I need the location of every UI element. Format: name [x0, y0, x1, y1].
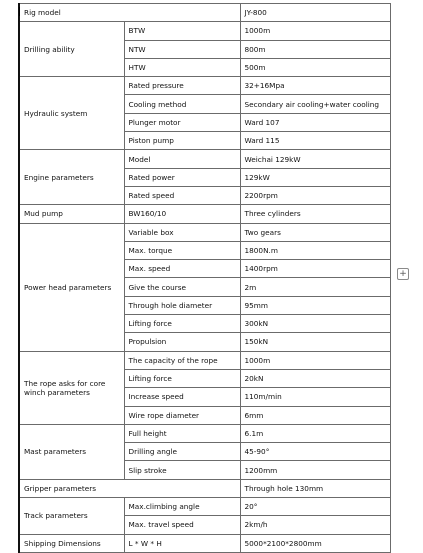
param-value[interactable]: 110m/min — [240, 388, 390, 406]
param-name[interactable]: L * W * H — [124, 534, 240, 552]
param-value[interactable]: 20kN — [240, 369, 390, 387]
spec-row — [19, 351, 390, 369]
spec-table-body — [19, 4, 390, 553]
param-category[interactable]: Mast parameters — [19, 424, 124, 479]
param-name[interactable]: Max.climbing angle — [124, 498, 240, 516]
param-name[interactable]: Plunger motor — [124, 113, 240, 131]
param-value[interactable]: Weichai 129kW — [240, 150, 390, 168]
param-name[interactable]: Drilling angle — [124, 443, 240, 461]
param-category[interactable]: Hydraulic system — [19, 77, 124, 150]
param-name[interactable]: Propulsion — [124, 333, 240, 351]
param-name[interactable]: Piston pump — [124, 132, 240, 150]
param-category[interactable]: Mud pump — [19, 205, 124, 223]
param-value[interactable]: 6.1m — [240, 424, 390, 442]
param-value[interactable]: Ward 107 — [240, 113, 390, 131]
param-value[interactable]: 20° — [240, 498, 390, 516]
param-value[interactable]: 1800N.m — [240, 241, 390, 259]
param-name[interactable]: Cooling method — [124, 95, 240, 113]
param-value[interactable]: JY-800 — [240, 4, 390, 22]
param-name[interactable]: Through hole diameter — [124, 296, 240, 314]
param-name[interactable]: Slip stroke — [124, 461, 240, 479]
spec-row — [19, 424, 390, 442]
param-value[interactable]: Ward 115 — [240, 132, 390, 150]
param-name[interactable]: Max. speed — [124, 260, 240, 278]
spec-row — [19, 77, 390, 95]
param-value[interactable]: 1000m — [240, 22, 390, 40]
param-name[interactable]: Max. torque — [124, 241, 240, 259]
param-name[interactable]: BTW — [124, 22, 240, 40]
param-value[interactable]: Two gears — [240, 223, 390, 241]
param-value[interactable]: 32+16Mpa — [240, 77, 390, 95]
spec-row — [19, 150, 390, 168]
spec-row — [19, 498, 390, 516]
param-category[interactable]: Power head parameters — [19, 223, 124, 351]
param-category[interactable]: The rope asks for core winch parameters — [19, 351, 124, 424]
param-value[interactable]: 2m — [240, 278, 390, 296]
param-value[interactable]: 500m — [240, 58, 390, 76]
param-value[interactable]: 5000*2100*2800mm — [240, 534, 390, 552]
param-value[interactable]: Secondary air cooling+water cooling — [240, 95, 390, 113]
param-name[interactable]: Max. travel speed — [124, 516, 240, 534]
param-value[interactable]: 300kN — [240, 315, 390, 333]
param-name[interactable]: Lifting force — [124, 315, 240, 333]
param-value[interactable]: 150kN — [240, 333, 390, 351]
param-name[interactable]: BW160/10 — [124, 205, 240, 223]
param-value[interactable]: 2200rpm — [240, 186, 390, 204]
text-cursor — [19, 7, 20, 16]
param-category[interactable]: Engine parameters — [19, 150, 124, 205]
param-name[interactable]: Wire rope diameter — [124, 406, 240, 424]
param-value[interactable]: 1200mm — [240, 461, 390, 479]
param-name[interactable]: Full height — [124, 424, 240, 442]
param-name[interactable]: Rated power — [124, 168, 240, 186]
param-name[interactable]: Rated pressure — [124, 77, 240, 95]
add-row-button[interactable]: + — [397, 268, 409, 280]
param-name[interactable]: Model — [124, 150, 240, 168]
param-name[interactable]: Rated speed — [124, 186, 240, 204]
param-name[interactable]: Variable box — [124, 223, 240, 241]
spec-row — [19, 22, 390, 40]
spec-table — [18, 3, 391, 553]
param-name[interactable]: The capacity of the rope — [124, 351, 240, 369]
param-value[interactable]: 1400rpm — [240, 260, 390, 278]
param-category[interactable]: Rig model — [19, 4, 240, 22]
param-name[interactable]: Give the course — [124, 278, 240, 296]
param-category[interactable]: Gripper parameters — [19, 479, 240, 497]
spec-row — [19, 4, 390, 22]
param-value[interactable]: Three cylinders — [240, 205, 390, 223]
spec-row — [19, 479, 390, 497]
param-value[interactable]: 6mm — [240, 406, 390, 424]
param-name[interactable]: Lifting force — [124, 369, 240, 387]
param-name[interactable]: Increase speed — [124, 388, 240, 406]
param-value[interactable]: 800m — [240, 40, 390, 58]
spec-row — [19, 223, 390, 241]
param-category[interactable]: Shipping Dimensions — [19, 534, 124, 552]
param-category[interactable]: Drilling ability — [19, 22, 124, 77]
param-value[interactable]: 2km/h — [240, 516, 390, 534]
spec-row — [19, 205, 390, 223]
param-category[interactable]: Track parameters — [19, 498, 124, 535]
param-name[interactable]: NTW — [124, 40, 240, 58]
param-value[interactable]: 95mm — [240, 296, 390, 314]
param-value[interactable]: Through hole 130mm — [240, 479, 390, 497]
param-name[interactable]: HTW — [124, 58, 240, 76]
spec-row — [19, 534, 390, 552]
param-value[interactable]: 129kW — [240, 168, 390, 186]
param-value[interactable]: 45-90° — [240, 443, 390, 461]
param-value[interactable]: 1000m — [240, 351, 390, 369]
